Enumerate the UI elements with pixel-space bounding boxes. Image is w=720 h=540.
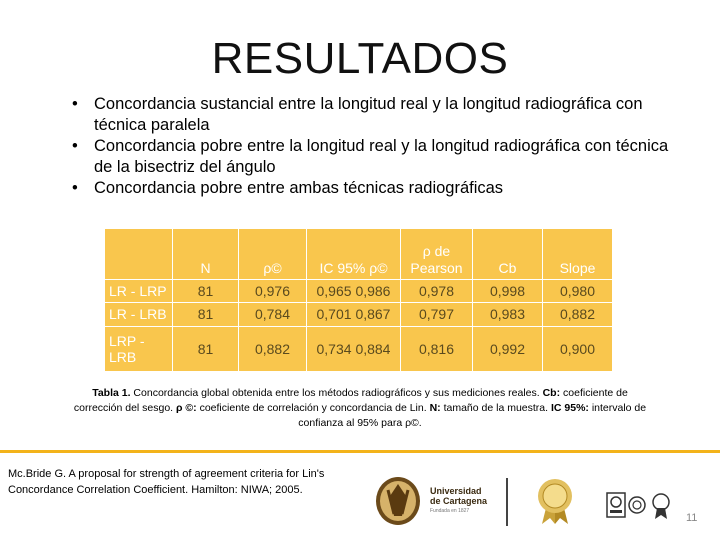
table-header-rho: ρ© <box>239 229 307 280</box>
cell-ic95 <box>307 280 401 303</box>
caption-text: Concordancia global obtenida entre los métodos radiográficos y sus mediciones reales. <box>130 387 543 399</box>
university-name-line: de Cartagena <box>430 496 488 506</box>
slide-title: RESULTADOS <box>211 34 509 83</box>
logo-divider <box>506 478 508 526</box>
university-name <box>430 486 500 516</box>
caption-rho-label: ρ ©: <box>176 402 197 414</box>
caption-text: tamaño de la muestra. <box>440 402 551 414</box>
ic-low: 0,965 <box>316 283 352 300</box>
cell-n: 81 <box>173 280 239 303</box>
university-subtitle: Fundada en 1827 <box>430 508 470 514</box>
certification-icon <box>606 492 626 518</box>
ic-high: 0,986 <box>355 283 391 300</box>
ic-low: 0,734 <box>316 340 352 357</box>
row-label: LR - LRB <box>105 303 173 326</box>
table-header-n: N <box>173 229 239 280</box>
caption-text: coeficiente de correlación y concordancia de Lin. <box>196 402 430 414</box>
ic-low: 0,701 <box>316 306 352 323</box>
bullet-item: • Concordancia pobre entre la longitud real y la longitud radiográfica con técnica de la bisectriz del ángulo <box>72 136 672 178</box>
caption-n-label: N: <box>429 402 441 414</box>
row-label: LRP - LRB <box>105 326 173 371</box>
cell-slope: 0,882 <box>543 303 613 326</box>
reference-citation: Mc.Bride G. A proposal for strength of agreement criteria for Lin's Concordance Correlation Coefficient. Hamilton: NIWA; 2005. <box>8 468 325 496</box>
table-row <box>105 280 613 303</box>
certification-icon <box>628 496 646 514</box>
certification-icon <box>650 492 672 520</box>
cell-cb: 0,992 <box>473 326 543 371</box>
university-name-line: Universidad <box>430 486 482 496</box>
table-header-empty <box>105 229 173 280</box>
table-header-cb: Cb <box>473 229 543 280</box>
cell-pearson: 0,816 <box>401 326 473 371</box>
cell-rho: 0,784 <box>239 303 307 326</box>
cell-ic95 <box>307 326 401 371</box>
cell-slope: 0,980 <box>543 280 613 303</box>
results-table <box>104 228 613 372</box>
accreditation-seal-icon <box>536 478 574 524</box>
table-header-row <box>105 229 613 280</box>
table-header-slope: Slope <box>543 229 613 280</box>
caption-ic-label: IC 95%: <box>550 402 589 414</box>
cell-rho: 0,976 <box>239 280 307 303</box>
footer-divider <box>0 450 720 453</box>
caption-label: Tabla 1. <box>92 387 131 399</box>
table-caption <box>70 386 650 431</box>
cell-cb: 0,983 <box>473 303 543 326</box>
cell-n: 81 <box>173 303 239 326</box>
table-header-pearson: ρ de Pearson <box>401 229 473 280</box>
ic-high: 0,884 <box>355 340 391 357</box>
ic-high: 0,867 <box>355 306 391 323</box>
bullet-item: • Concordancia pobre entre ambas técnicas radiográficas <box>72 178 672 199</box>
cell-ic95 <box>307 303 401 326</box>
cell-pearson: 0,978 <box>401 280 473 303</box>
caption-text: intervalo de confianza al 95% para ρ©. <box>298 402 647 429</box>
table-row <box>105 303 613 326</box>
cell-rho: 0,882 <box>239 326 307 371</box>
cell-cb: 0,998 <box>473 280 543 303</box>
cell-n: 81 <box>173 326 239 371</box>
cell-slope: 0,900 <box>543 326 613 371</box>
university-crest-icon <box>374 476 422 526</box>
table-row <box>105 326 613 371</box>
cell-pearson: 0,797 <box>401 303 473 326</box>
row-label: LR - LRP <box>105 280 173 303</box>
caption-cb-label: Cb: <box>542 387 561 399</box>
page-number: 11 <box>686 512 698 524</box>
results-bullet-list <box>72 94 672 199</box>
bullet-item: • Concordancia sustancial entre la longitud real y la longitud radiográfica con técnica paralela <box>72 94 672 136</box>
table-header-ic95: IC 95% ρ© <box>307 229 401 280</box>
caption-text: coeficiente de corrección del sesgo. <box>73 387 628 414</box>
